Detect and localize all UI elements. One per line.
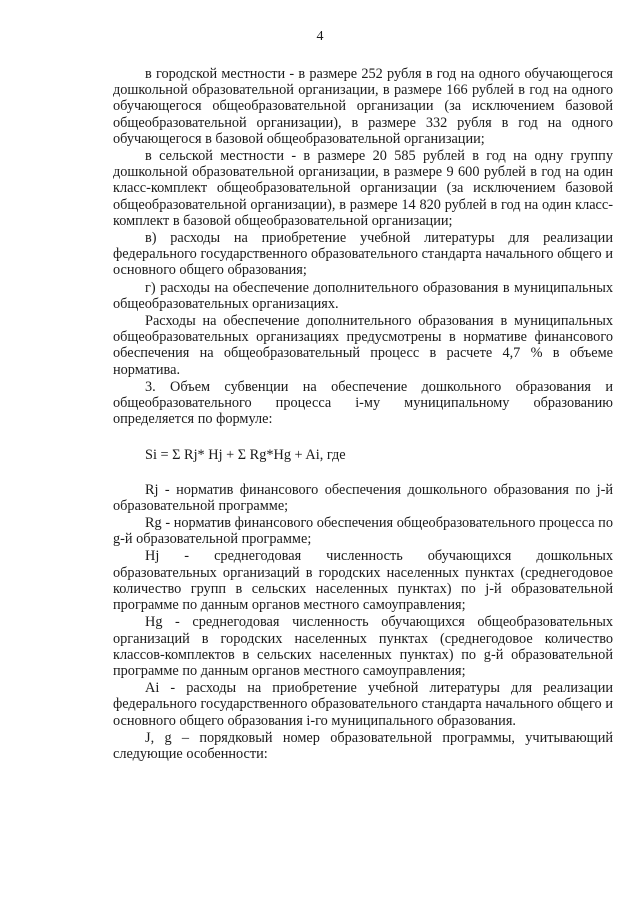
definition-hj: Hj - среднегодовая численность обучающихся дошкольных образовательных организаций в городских населенных пунктах (среднегодовое количество групп в сельских населенных пунктах) по j-й образовательной программе по данным органов местного самоуправления; bbox=[113, 548, 613, 614]
formula: Si = Σ Rj* Hj + Σ Rg*Hg + Ai, где bbox=[145, 447, 346, 464]
definition-ai: Ai - расходы на приобретение учебной литературы для реализации федерального государственного образовательного стандарта начального общего и основного общего образования i-го муниципального образования. bbox=[113, 680, 613, 729]
definition-hg: Hg - среднегодовая численность обучающихся общеобразовательных организаций в городских населенных пунктах (среднегодовое количество классов-комплектов в сельских населенных пунктах) по g-й образовательной программе по данным органов местного самоуправления; bbox=[113, 614, 613, 679]
document-body bbox=[113, 66, 613, 762]
definition-jg: J, g – порядковый номер образовательной программы, учитывающий следующие особенности: bbox=[113, 729, 613, 762]
definition-rg: Rg - норматив финансового обеспечения общеобразовательного процесса по g-й образовательной программе; bbox=[113, 515, 613, 548]
definition-rj: Rj - норматив финансового обеспечения дошкольного образования по j-й образовательной программе; bbox=[113, 481, 613, 514]
paragraph-item-g: г) расходы на обеспечение дополнительного образования в муниципальных общеобразовательных организациях. bbox=[113, 279, 613, 312]
paragraph-subvention-volume: 3. Объем субвенции на обеспечение дошкольного образования и общеобразовательного процесса i-му муниципальному образованию определяется по формуле: bbox=[113, 378, 613, 428]
page-number: 4 bbox=[316, 29, 324, 44]
paragraph-additional-education: Расходы на обеспечение дополнительного образования в муниципальных общеобразовательных организациях предусмотрены в нормативе финансового обеспечения на общеобразовательный процесс в расчете 4,7 % в объеме норматива. bbox=[113, 313, 613, 378]
paragraph-item-v: в) расходы на приобретение учебной литературы для реализации федерального государственного образовательного стандарта начального общего и основного общего образования; bbox=[113, 230, 613, 279]
paragraph-urban-rates: в городской местности - в размере 252 рубля в год на одного обучающегося дошкольной образовательной организации, в размере 166 рублей в год на одного обучающегося общеобразовательной организации (за исключением базовой общеобразовательной организации), в размере 332 рубля в год на одного обучающегося в базовой общеобразовательной организации; bbox=[113, 66, 613, 147]
paragraph-rural-rates: в сельской местности - в размере 20 585 рублей в год на одну группу дошкольной образовательной организации, в размере 9 600 рублей в год на один класс-комплект общеобразовательной организации (за исключением базовой общеобразовательной организации), в размере 14 820 рублей в год на один класс-комплект в базовой общеобразовательной организации; bbox=[113, 148, 613, 229]
